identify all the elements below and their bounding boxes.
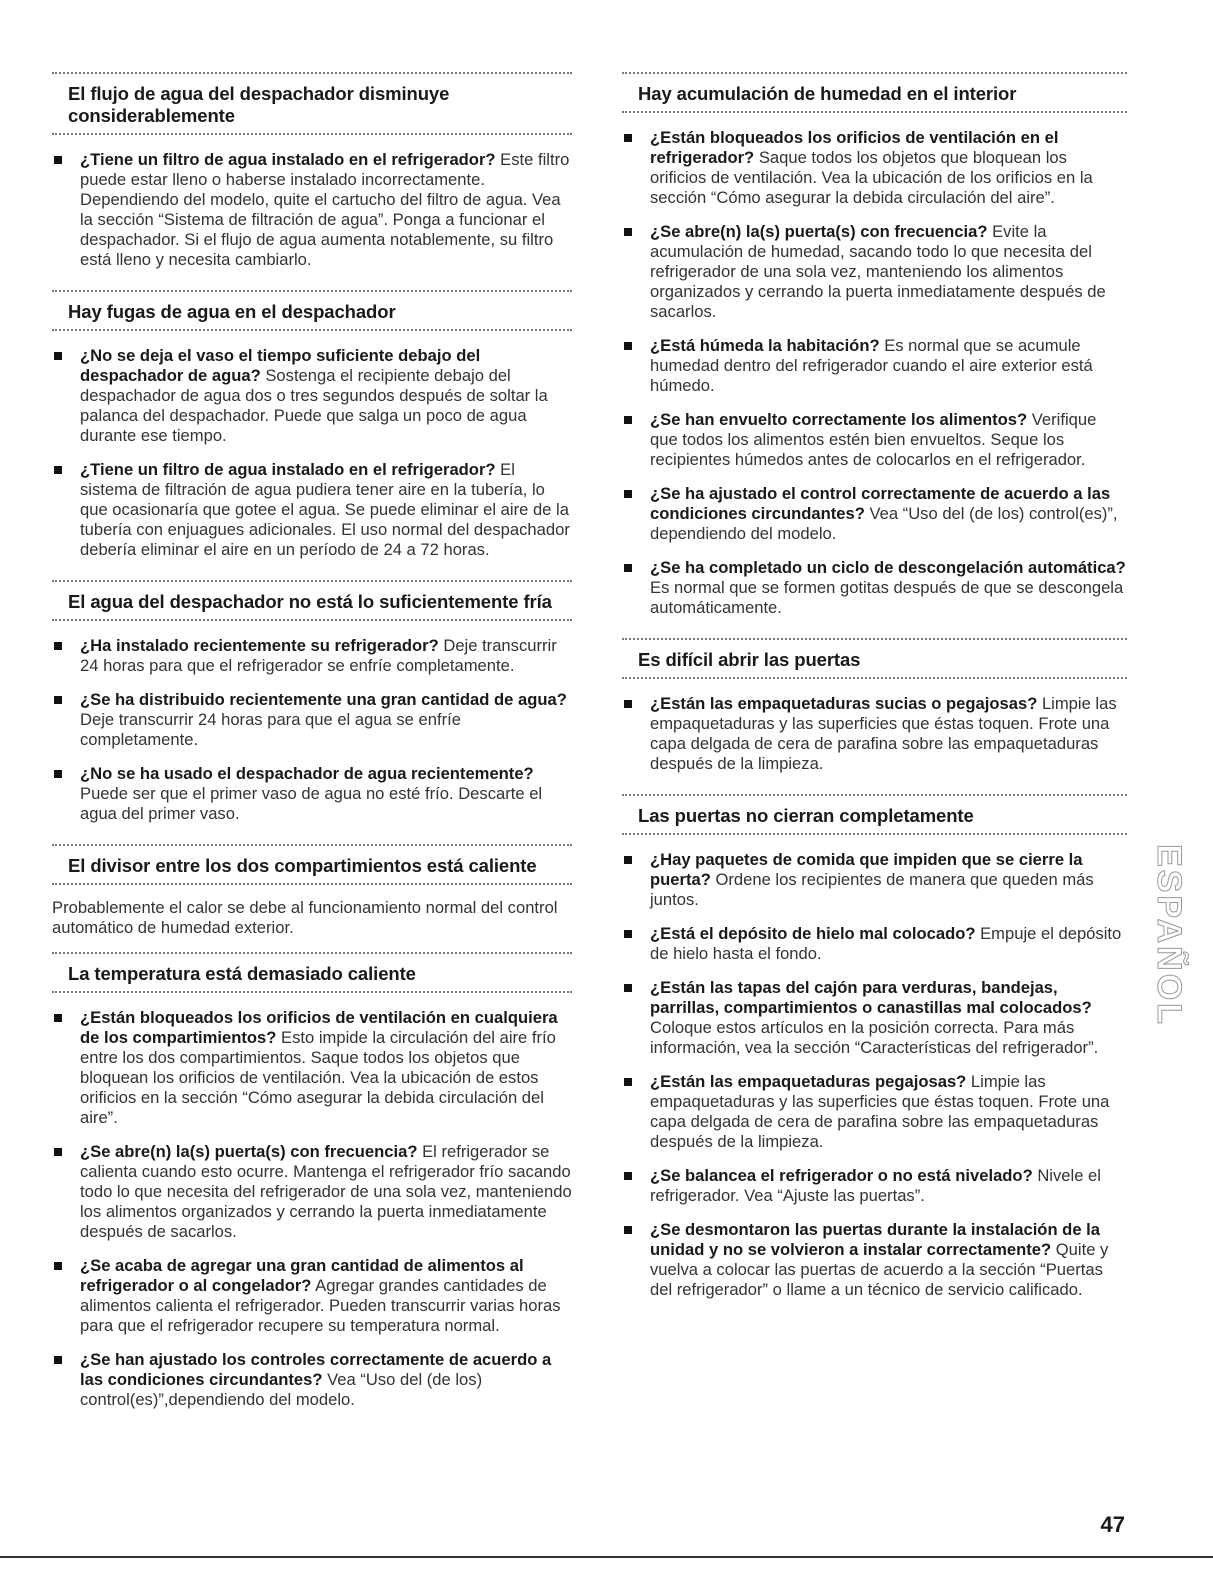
section-fugas-agua — [52, 290, 572, 560]
answer-text: Puede ser que el primer vaso de agua no esté frío. Descarte el agua del primer vaso. — [80, 784, 543, 823]
question-text: ¿Ha instalado recientemente su refrigerador? — [80, 636, 439, 655]
square-bullet-icon — [54, 466, 62, 474]
section-dificil-abrir — [622, 638, 1127, 774]
question-text: ¿Se acaba de agregar una gran cantidad de alimentos al refrigerador o al congelador? — [80, 1256, 524, 1295]
answer-text: Es normal que se acumule humedad dentro del refrigerador cuando el aire exterior está húmedo. — [650, 336, 1093, 395]
section-humedad-interior — [622, 72, 1127, 618]
section-divisor-caliente — [52, 844, 572, 938]
section-rule-top — [622, 72, 1127, 77]
question-text: ¿Están las tapas del cajón para verduras, bandejas, parrillas, compartimientos o canastillas mal colocados? — [650, 978, 1092, 1017]
question-text: ¿Se abre(n) la(s) puerta(s) con frecuencia? — [650, 222, 988, 241]
section-title: Hay fugas de agua en el despachador — [68, 301, 396, 322]
answer-text: Verifique que todos los alimentos estén bien envueltos. Seque los recipientes húmedos antes de colocarlos en el refrigerador. — [650, 410, 1097, 469]
question-text: ¿Está el depósito de hielo mal colocado? — [650, 924, 976, 943]
section-flujo-disminuye — [52, 72, 572, 270]
question-list — [622, 850, 1127, 1300]
question-text: ¿Está húmeda la habitación? — [650, 336, 880, 355]
section-rule-top — [52, 72, 572, 77]
square-bullet-icon — [54, 1014, 62, 1022]
answer-text: Deje transcurrir 24 horas para que el agua se enfríe completamente. — [80, 710, 461, 749]
square-bullet-icon — [624, 342, 632, 350]
list-item — [52, 1256, 572, 1336]
list-item — [52, 690, 572, 750]
answer-text: El refrigerador se calienta cuando esto ocurre. Mantenga el refrigerador frío sacando todo lo que necesita del refrigerador de una sola vez, manteniendo los alimentos organizados y cerrando la puerta inmediatamente después de sacarlos. — [80, 1142, 572, 1241]
answer-text: Sostenga el recipiente debajo del despachador de agua dos o tres segundos después de soltar la palanca del despachador. Puede que salga un poco de agua durante ese tiempo. — [80, 366, 548, 445]
list-item — [622, 924, 1127, 964]
section-rule-top — [52, 580, 572, 585]
square-bullet-icon — [624, 930, 632, 938]
section-rule-bottom — [52, 619, 572, 624]
square-bullet-icon — [624, 856, 632, 864]
answer-text: El sistema de filtración de agua pudiera tener aire en la tubería, lo que ocasionaría que gotee el agua. Se puede eliminar el aire de la tubería con enjuagues adicionales. El uso normal del despachador debería eliminar el aire en un período de 24 a 72 horas. — [80, 460, 570, 559]
answer-text: Coloque estos artículos en la posición correcta. Para más información, vea la sección “Características del refrigerador”. — [650, 1018, 1099, 1057]
list-item — [622, 410, 1127, 470]
section-rule-bottom — [622, 677, 1127, 682]
square-bullet-icon — [54, 352, 62, 360]
square-bullet-icon — [54, 1262, 62, 1270]
section-rule-top — [52, 290, 572, 295]
left-column — [52, 68, 572, 1430]
list-item — [52, 764, 572, 824]
section-puertas-no-cierran — [622, 794, 1127, 1300]
list-item — [622, 484, 1127, 544]
square-bullet-icon — [624, 1226, 632, 1234]
square-bullet-icon — [624, 984, 632, 992]
list-item — [52, 1008, 572, 1128]
answer-text: Deje transcurrir 24 horas para que el refrigerador se enfríe completamente. — [80, 636, 557, 675]
question-text: ¿Se ha ajustado el control correctamente de acuerdo a las condiciones circundantes? — [650, 484, 1111, 523]
list-item — [622, 978, 1127, 1058]
section-temperatura-caliente — [52, 952, 572, 1410]
section-title: Es difícil abrir las puertas — [638, 649, 861, 670]
question-list — [622, 128, 1127, 618]
question-list — [52, 346, 572, 560]
answer-text: Empuje el depósito de hielo hasta el fondo. — [650, 924, 1122, 963]
list-item — [622, 694, 1127, 774]
question-text: ¿No se deja el vaso el tiempo suficiente debajo del despachador de agua? — [80, 346, 481, 385]
square-bullet-icon — [54, 696, 62, 704]
section-title: El agua del despachador no está lo suficientemente fría — [68, 591, 552, 612]
question-text: ¿Tiene un filtro de agua instalado en el refrigerador? — [80, 460, 496, 479]
question-text: ¿Se ha completado un ciclo de descongelación automática? — [650, 558, 1126, 577]
side-tab-label: ESPAÑOL — [1149, 843, 1188, 1027]
answer-text: Vea “Uso del (de los) control(es)”, dependiendo del modelo. — [650, 504, 1118, 543]
question-text: ¿Se balancea el refrigerador o no está nivelado? — [650, 1166, 1033, 1185]
section-rule-bottom — [52, 883, 572, 888]
section-rule-bottom — [52, 991, 572, 996]
square-bullet-icon — [624, 700, 632, 708]
answer-text: Evite la acumulación de humedad, sacando todo lo que necesita del refrigerador de una sola vez, manteniendo los alimentos organizados y cerrando la puerta inmediatamente después de sacarlos. — [650, 222, 1106, 321]
square-bullet-icon — [624, 416, 632, 424]
section-rule-top — [52, 952, 572, 957]
question-list — [52, 150, 572, 270]
answer-text: Saque todos los objetos que bloquean los orificios de ventilación. Vea la ubicación de los orificios en la sección “Cómo asegurar la debida circulación del aire”. — [650, 148, 1093, 207]
square-bullet-icon — [54, 1356, 62, 1364]
question-text: ¿Tiene un filtro de agua instalado en el refrigerador? — [80, 150, 496, 169]
section-rule-bottom — [622, 833, 1127, 838]
answer-text: Nivele el refrigerador. Vea “Ajuste las puertas”. — [650, 1166, 1101, 1205]
question-list — [52, 636, 572, 824]
question-text: ¿Están las empaquetaduras sucias o pegajosas? — [650, 694, 1038, 713]
question-text: ¿Se han ajustado los controles correctamente de acuerdo a las condiciones circundantes? — [80, 1350, 552, 1389]
right-column — [622, 68, 1127, 1320]
square-bullet-icon — [54, 1148, 62, 1156]
list-item — [52, 346, 572, 446]
list-item — [52, 636, 572, 676]
language-side-tab — [1150, 815, 1186, 1055]
square-bullet-icon — [624, 564, 632, 572]
footer-rule — [0, 1556, 1213, 1561]
list-item — [622, 1220, 1127, 1300]
square-bullet-icon — [54, 770, 62, 778]
square-bullet-icon — [54, 642, 62, 650]
square-bullet-icon — [624, 1172, 632, 1180]
square-bullet-icon — [624, 228, 632, 236]
list-item — [52, 460, 572, 560]
answer-text: Es normal que se formen gotitas después de que se descongela automáticamente. — [650, 578, 1124, 617]
question-list — [622, 694, 1127, 774]
section-title: La temperatura está demasiado caliente — [68, 963, 416, 984]
square-bullet-icon — [624, 134, 632, 142]
answer-text: Vea “Uso del (de los) control(es)”,dependiendo del modelo. — [80, 1370, 483, 1409]
answer-text: Esto impide la circulación del aire frío entre los dos compartimientos. Saque todos los objetos que bloquean los orificios de ventilación. Vea la ubicación de estos orificios en la sección “Cómo asegurar la debida circulación del aire”. — [80, 1028, 556, 1127]
list-item — [622, 850, 1127, 910]
list-item — [622, 128, 1127, 208]
answer-text: Quite y vuelva a colocar las puertas de acuerdo a la sección “Puertas del refrigerador” o llame a un técnico de servicio calificado. — [650, 1240, 1109, 1299]
answer-text: Limpie las empaquetaduras y las superficies que éstas toquen. Frote una capa delgada de cera de parafina sobre las empaquetaduras después de la limpieza. — [650, 1072, 1110, 1151]
answer-text: Agregar grandes cantidades de alimentos calienta el refrigerador. Pueden transcurrir varias horas para que el refrigerador recupere su temperatura normal. — [80, 1276, 561, 1335]
answer-text: Ordene los recipientes de manera que queden más juntos. — [650, 870, 1094, 909]
square-bullet-icon — [54, 156, 62, 164]
section-agua-no-fria — [52, 580, 572, 824]
square-bullet-icon — [624, 1078, 632, 1086]
question-text: ¿Están las empaquetaduras pegajosas? — [650, 1072, 967, 1091]
question-text: ¿Se desmontaron las puertas durante la instalación de la unidad y no se volvieron a instalar correctamente? — [650, 1220, 1101, 1259]
section-paragraph: Probablemente el calor se debe al funcionamiento normal del control automático de humedad exterior. — [52, 898, 558, 937]
question-text: ¿Están bloqueados los orificios de ventilación en cualquiera de los compartimientos? — [80, 1008, 558, 1047]
question-text: ¿Se han envuelto correctamente los alimentos? — [650, 410, 1028, 429]
list-item — [52, 150, 572, 270]
section-rule-bottom — [622, 111, 1127, 116]
section-rule-top — [622, 794, 1127, 799]
section-title: Hay acumulación de humedad en el interior — [638, 83, 1017, 104]
answer-text: Limpie las empaquetaduras y las superficies que éstas toquen. Frote una capa delgada de cera de parafina sobre las empaquetaduras después de la limpieza. — [650, 694, 1117, 773]
question-text: ¿Están bloqueados los orificios de ventilación en el refrigerador? — [650, 128, 1059, 167]
section-rule-top — [52, 844, 572, 849]
question-text: ¿Se ha distribuido recientemente una gran cantidad de agua? — [80, 690, 567, 709]
question-text: ¿Se abre(n) la(s) puerta(s) con frecuencia? — [80, 1142, 418, 1161]
question-text: ¿No se ha usado el despachador de agua recientemente? — [80, 764, 534, 783]
list-item — [52, 1142, 572, 1242]
list-item — [622, 336, 1127, 396]
list-item — [622, 558, 1127, 618]
list-item — [622, 222, 1127, 322]
section-rule-bottom — [52, 133, 572, 138]
square-bullet-icon — [624, 490, 632, 498]
section-title: El flujo de agua del despachador disminuye considerablemente — [68, 83, 450, 126]
list-item — [52, 1350, 572, 1410]
page-number: 47 — [1100, 1512, 1125, 1537]
question-list — [52, 1008, 572, 1410]
list-item — [622, 1072, 1127, 1152]
section-title: Las puertas no cierran completamente — [638, 805, 974, 826]
section-title: El divisor entre los dos compartimientos está caliente — [68, 855, 537, 876]
answer-text: Este filtro puede estar lleno o haberse instalado incorrectamente. Dependiendo del modelo, quite el cartucho del filtro de agua. Vea la sección “Sistema de filtración de agua”. Ponga a funcionar el despachador. Si el flujo de agua aumenta notablemente, su filtro está lleno y necesita cambiarlo. — [80, 150, 570, 269]
list-item — [622, 1166, 1127, 1206]
section-rule-bottom — [52, 329, 572, 334]
question-text: ¿Hay paquetes de comida que impiden que se cierre la puerta? — [650, 850, 1083, 889]
section-rule-top — [622, 638, 1127, 643]
